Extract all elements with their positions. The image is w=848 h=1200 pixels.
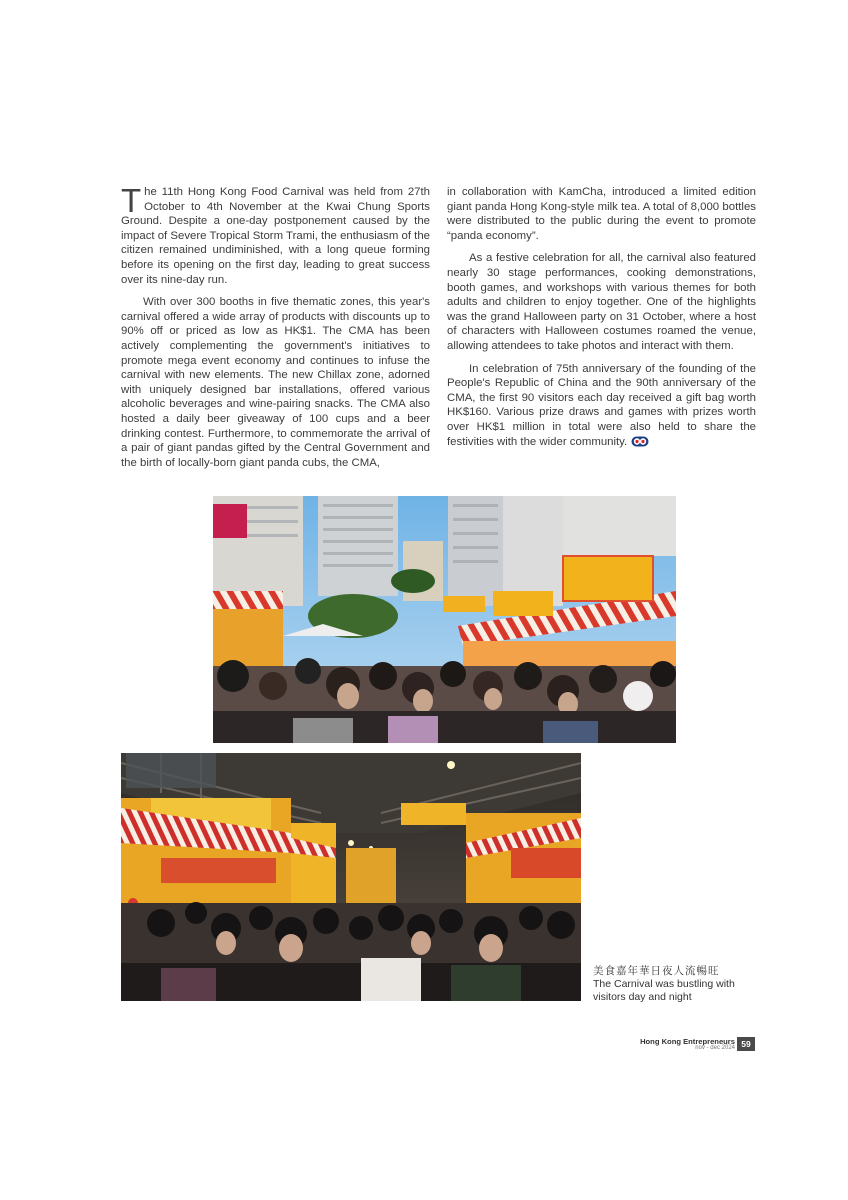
paragraph-booths-continued: in collaboration with KamCha, introduced a limited edition giant panda Hong Kong-style milk tea. A total of 8,000 bottles were distributed to the public during the event to promote “panda economy”. [447,186,756,242]
photo-caption [593,965,763,1004]
paragraph-intro-text: he 11th Hong Kong Food Carnival was held from 27th October to 4th November at the Kwai Chung Sports Ground. Despite a one-day postponement caused by the impact of Severe Tropical Storm Trami, the enthusiasm of the citizen remained undiminished, with a long queue forming before its opening on the first day, leading to great success over its nine-day run. [121,186,430,286]
dropcap: T [121,182,142,219]
cma-logo-icon [631,436,649,447]
paragraph-intro [121,182,430,287]
paragraph-booths: With over 300 booths in five thematic zones, this year's carnival offered a wide array of products with discounts up to 90% off or priced as low as HK$1. The CMA has been actively complementing the government's initiatives to promote mega event economy and continues to infuse the carnival with new elements. The new Chillax zone, adorned with uniquely designed bar installations, offered various alcoholic beverages and wine-pairing snacks. The CMA also hosted a daily beer giveaway of 100 cups and a beer drinking contest. Furthermore, to commemorate the arrival of a pair of giant pandas gifted by the Central Government and the birth of locally-born giant panda cubs, the CMA, [121,296,430,469]
paragraph-festive: As a festive celebration for all, the carnival also featured nearly 30 stage performances, cooking demonstrations, booth games, and workshops with various themes for both adults and children to enjoy together. One of the highlights was the grand Halloween party on 31 October, where a host of characters with Halloween costumes roamed the venue, allowing attendees to take photos and interact with them. [447,252,756,352]
caption-chinese: 美食嘉年華日夜人流暢旺 [593,965,720,977]
footer-issue-date: nov - dec 2024 [695,1045,735,1051]
photo-daytime-crowd [213,496,676,743]
paragraph-anniversary-text: In celebration of 75th anniversary of the founding of the People's Republic of China and the 90th anniversary of the CMA, the first 90 visitors each day received a gift bag worth HK$160. Various prize draws and games with prizes worth over HK$1 million in total were also held to share the festivities with the wider community. [447,362,756,448]
page-number: 59 [737,1037,755,1051]
page-footer [600,1037,755,1053]
caption-english: The Carnival was bustling with visitors day and night [593,978,735,1003]
paragraph-anniversary [447,362,756,450]
article-column-right [447,185,756,457]
footer-magazine-title: Hong Kong Entrepreneurs [640,1037,735,1046]
article-column-left [121,182,430,478]
photo-night-crowd [121,753,581,1001]
